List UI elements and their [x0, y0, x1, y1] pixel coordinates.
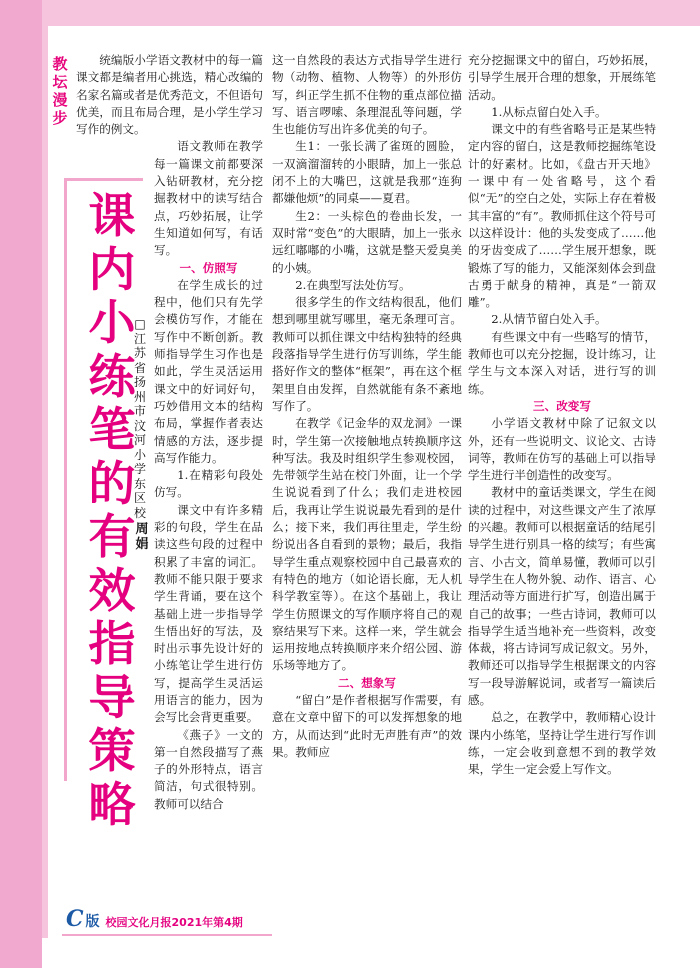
- byline-char: 区: [133, 491, 146, 505]
- title-char: 指: [88, 617, 136, 672]
- paragraph: 2.在典型写法处仿写。: [295, 277, 411, 292]
- column-tag-char: 步: [52, 109, 68, 127]
- byline-char: 市: [133, 404, 146, 418]
- byline-char: 汶: [133, 418, 146, 433]
- section-heading: 一、仿照写: [179, 260, 238, 275]
- byline-char: 省: [133, 360, 146, 375]
- paragraph: 在教学《记金华的双龙洞》一课时，学生第一次接触地点转换顺序这种写法。我及时组织学生参观校园，先带领学生站在校门外面，让一个学生说说看到了什么；我们走进校园后，我再让学生说说最先看到的是什么；接下来，我们再往里走，学生纷纷说出各自看到的景物；最后，我指导学生重点观察校园中自己最喜欢的有特色的地方（如论语长廊，无人机科学教室等）。在这个基础上，我让学生仿照课文的写作顺序将自己的观察结果写下来。这样一来，学生就会运用按地点转换顺序来介绍公园、游乐场等地方了。: [272, 416, 462, 673]
- paragraph: 《燕子》一文的第一自然段描写了燕子的外形特点，语言简洁，句式很特别。教师可以结合: [154, 727, 263, 811]
- paragraph: 教材中的童话类课文，学生在阅读的过程中，对这些课文产生了浓厚的兴趣。教师可以根据童话的结尾引导学生进行别具一格的续写；有些寓言、小古文，简单易懂，教师可以引导学生在人物外貌、动作、语言、心理活动等方面进行扩写，创造出属于自己的故事；一些古诗词，教师可以指导学生适当地补充一些资料，改变体裁，将古诗词写成记叙文。另外，教师还可以指导学生根据课文的内容写一段导游解说词，或者写一篇读后感。: [468, 485, 656, 707]
- page-footer: [66, 906, 243, 930]
- title-char: 策: [88, 724, 136, 779]
- column-tag-char: 坛: [52, 73, 68, 91]
- byline-char: 学: [133, 462, 146, 476]
- paragraph: 在学生成长的过程中，他们只有先学会模仿写作，才能在写作中不断创新。教师指导学生习作也是如此，学生灵活运用课文中的好词好句，巧妙借用文本的结构布局，掌握作者表达情感的方法，逐步提高写作能力。: [154, 277, 263, 465]
- byline-char: 东: [133, 476, 146, 491]
- byline-char: 州: [133, 389, 146, 404]
- column-tag-char: 漫: [52, 91, 68, 109]
- footer-edition-letter: C: [66, 906, 84, 932]
- footer-rule: [62, 934, 272, 936]
- paragraph: 生2：一头棕色的卷曲长发，一双时常“变色”的大眼睛，加上一张永远红嘟嘟的小嘴，这就是整天爱臭美的小姨。: [272, 208, 462, 275]
- text-column-2: [272, 52, 462, 761]
- text-column-3: [468, 52, 656, 778]
- footer-publication: 校园文化月报2021年第4期: [105, 916, 243, 929]
- paragraph: 很多学生的作文结构很乱，他们想到哪里就写哪里，毫无条理可言。教师可以抓住课文中结构独特的经典段落指导学生进行仿写训练，学生能搭好作文的整体“框架”，再在这个框架里自由发挥，自然就能有条不紊地写作了。: [272, 295, 462, 413]
- byline-char: 小: [133, 447, 146, 462]
- paragraph: 小学语文教材中除了记叙文以外，还有一些说明文、议论文、古诗词等，教师在仿写的基础上可以指导学生进行半创造性的改变写。: [468, 416, 656, 483]
- section-heading: 二、想象写: [338, 675, 396, 690]
- title-spacer: [64, 214, 150, 814]
- footer-edition-label: 版: [85, 914, 100, 930]
- paragraph: 1.在精彩句段处仿写。: [154, 468, 263, 500]
- byline-char: 河: [133, 433, 146, 447]
- title-char: 导: [88, 670, 136, 726]
- title-char: 有: [88, 510, 136, 565]
- paragraph: 有些课文中有一些略写的情节，教师也可以充分挖掘，设计练习，让学生与文本深入对话，进行写的训练。: [468, 329, 656, 396]
- paragraph: “留白”是作者根据写作需要，有意在文章中留下的可以发挥想象的地方，从而达到“此时无声胜有声”的效果。教师应: [272, 692, 462, 759]
- paragraph: 生1：一张长满了雀斑的圆脸，一双滴溜溜转的小眼睛，加上一张总闭不上的大嘴巴，这就是我那“连狗都嫌他烦”的同桌——夏君。: [272, 139, 462, 206]
- author-char: 周: [135, 522, 149, 537]
- title-char: 练: [88, 349, 136, 405]
- byline-char: □: [134, 317, 146, 331]
- column-tag: [49, 55, 71, 127]
- title-char: 内: [88, 242, 136, 298]
- byline-char: 江: [133, 331, 146, 346]
- text-column-1: [76, 52, 263, 814]
- title-char: 的: [88, 456, 136, 512]
- byline-char: 扬: [133, 375, 146, 389]
- paragraph: 1.从标点留白处入手。: [491, 104, 607, 119]
- title-char: 笔: [88, 403, 136, 458]
- top-band: [42, 0, 700, 26]
- paragraph: 课文中有许多精彩的句段，学生在品读这些句段的过程中积累了丰富的词汇。教师不能只限于要求学生背诵，要在这个基础上进一步指导学生悟出好的写法，及时出示事先设计好的小练笔让学生进行仿写，提高学生灵活运用语言的能力，因为会写比会背更重要。: [154, 502, 263, 725]
- paragraph: 充分挖掘课文中的留白，巧妙拓展，引导学生展开合理的想象，开展练笔活动。: [468, 53, 656, 102]
- title-char: 略: [88, 777, 136, 833]
- byline-char: 苏: [133, 346, 146, 360]
- side-stripe: [42, 26, 48, 938]
- column-tag-char: 教: [52, 55, 68, 73]
- title-char: 课: [88, 189, 136, 244]
- author-char: 娟: [135, 537, 149, 552]
- title-char: 小: [88, 296, 136, 351]
- section-heading: 三、改变写: [533, 398, 591, 413]
- paragraph: 这一自然段的表达方式指导学生进行物（动物、植物、人物等）的外形仿写，纠正学生抓不住物的重点部位描写、语言啰嗦、条理混乱等问题，学生也能仿写出许多优美的句子。: [272, 53, 462, 137]
- paragraph: 语文教师在教学每一篇课文前都要深入钻研教材，充分挖掘教材中的读写结合点，巧妙拓展，让学生知道如何写，有话写。: [154, 139, 263, 258]
- paragraph: 课文中的有些省略号正是某些特定内容的留白，这是教师挖掘练笔设计的好素材。比如，《盘古开天地》一课中有一处省略号，这个看似“无”的空白之处，实际上存在着极其丰富的“有”。教师抓住这个符号可以这样设计：他的头发变成了……他的牙齿变成了……学生展开想象，既锻炼了写的能力，又能深刻体会到盘古勇于献身的精神，真是“一箭双雕”。: [468, 122, 656, 310]
- byline-char: 校: [133, 505, 146, 520]
- paragraph: 2.从情节留白处入手。: [491, 312, 607, 327]
- title-char: 效: [88, 563, 136, 619]
- paragraph: 统编版小学语文教材中的每一篇课文都是编者用心挑选，精心改编的名家名篇或者是优秀范文，不但语句优美，而且布局合理，是小学生学习写作的例文。: [76, 53, 263, 137]
- paragraph: 总之，在教学中，教师精心设计课内小练笔，坚持让学生进行写作训练，一定会收到意想不到的教学效果，学生一定会爱上写作文。: [468, 710, 656, 777]
